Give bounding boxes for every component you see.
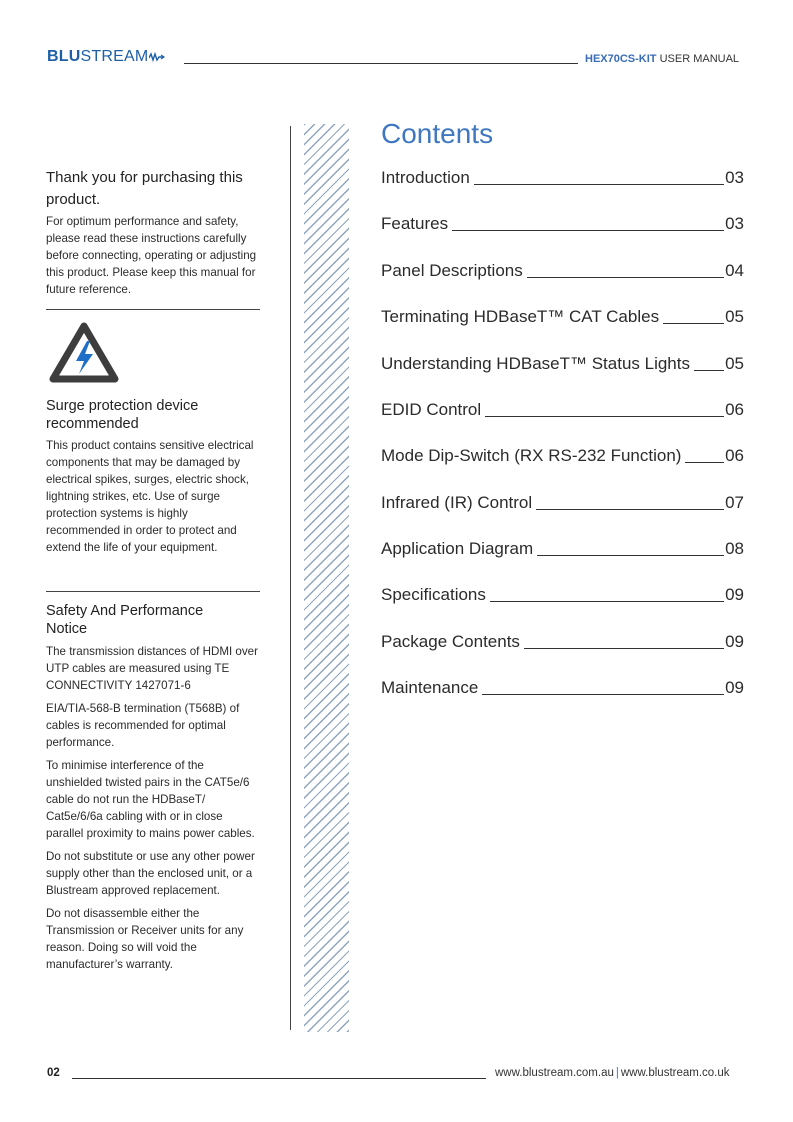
toc-entry-application-diagram[interactable]: [381, 537, 744, 559]
toc-label: Mode Dip-Switch (RX RS-232 Function): [381, 446, 682, 465]
toc-leader: [474, 184, 724, 185]
section-divider: [46, 591, 260, 592]
surge-heading: Surge protection device recommended: [46, 398, 199, 432]
toc-page: 05: [725, 354, 744, 373]
header-rule: [184, 63, 578, 64]
toc-entry-terminating-cables[interactable]: [381, 305, 744, 327]
toc-label: Features: [381, 214, 449, 233]
toc-page: 09: [725, 678, 744, 697]
toc-leader: [482, 694, 724, 695]
toc-label: EDID Control: [381, 400, 482, 419]
toc-label: Application Diagram: [381, 539, 534, 558]
toc-entry-package-contents[interactable]: [381, 630, 744, 652]
contents-title: Contents: [381, 118, 494, 149]
column-divider: [290, 126, 291, 1030]
toc-leader: [694, 370, 724, 371]
page-number: 02: [47, 1067, 60, 1079]
toc-leader: [485, 416, 724, 417]
toc-entry-specifications[interactable]: [381, 583, 744, 605]
toc-entry-status-lights[interactable]: [381, 352, 744, 374]
toc-page: 06: [725, 400, 744, 419]
toc-page: 07: [725, 493, 744, 512]
footer-separator: |: [615, 1067, 619, 1079]
toc-page: 03: [725, 168, 744, 187]
model-name: HEX70CS-KIT: [585, 53, 657, 65]
toc-leader: [536, 509, 724, 510]
footer-links: [495, 1067, 730, 1079]
toc-page: 09: [725, 632, 744, 651]
footer-link-au[interactable]: www.blustream.com.au: [495, 1067, 614, 1079]
toc-label: Maintenance: [381, 678, 479, 697]
surge-section: [46, 397, 262, 562]
document-title: [585, 53, 739, 65]
toc-entry-features[interactable]: [381, 212, 744, 234]
toc-label: Infrared (IR) Control: [381, 493, 533, 512]
toc-entry-edid-control[interactable]: [381, 398, 744, 420]
safety-heading: Safety And Performance Notice: [46, 603, 204, 637]
footer-rule: [72, 1078, 486, 1079]
surge-body: This product contains sensitive electrical components that may be damaged by electrical spikes, surges, electric shock, lightning strikes, etc. Use of surge protection systems is highly recommended in order to protect and extend the life of your equipment.: [46, 439, 254, 554]
toc-leader: [663, 323, 724, 324]
toc-leader: [452, 230, 724, 231]
safety-paragraph: Do not disassemble either the Transmission or Receiver units for any reason. Doing so will void the manufacturer’s warranty.: [46, 907, 244, 971]
toc-label: Introduction: [381, 168, 470, 187]
toc-page: 04: [725, 261, 744, 280]
safety-paragraph: Do not substitute or use any other power supply other than the enclosed unit, or a Blustream approved replacement.: [46, 850, 255, 897]
toc-leader: [524, 648, 724, 649]
safety-section: [46, 602, 262, 979]
toc-label: Understanding HDBaseT™ Status Lights: [381, 354, 690, 373]
toc-entry-infrared-control[interactable]: [381, 491, 744, 513]
toc-label: Specifications: [381, 585, 486, 604]
toc-entry-panel-descriptions[interactable]: [381, 259, 744, 281]
logo-rest-text: STREAM: [80, 48, 149, 65]
toc-entry-maintenance[interactable]: [381, 676, 744, 698]
toc-page: 05: [725, 307, 744, 326]
toc-entry-introduction[interactable]: [381, 166, 744, 188]
intro-heading: Thank you for purchasing this product.: [46, 169, 243, 208]
toc-entry-mode-dip-switch[interactable]: [381, 444, 744, 466]
manual-label: USER MANUAL: [659, 53, 740, 65]
decorative-hatch-band: [304, 124, 349, 1032]
toc-page: 09: [725, 585, 744, 604]
section-divider: [46, 309, 260, 310]
intro-section: [46, 167, 262, 304]
intro-body: For optimum performance and safety, please read these instructions carefully before connecting, operating or adjusting this product. Please keep this manual for future reference.: [46, 215, 257, 296]
logo-bold-text: BLU: [47, 48, 81, 65]
toc-label: Package Contents: [381, 632, 520, 651]
toc-label: Panel Descriptions: [381, 261, 523, 280]
logo-wave-arrow-icon: [149, 52, 165, 62]
toc-leader: [490, 601, 724, 602]
safety-paragraph: EIA/TIA-568-B termination (T568B) of cables is recommended for optimal performance.: [46, 702, 240, 749]
toc-page: 08: [725, 539, 744, 558]
safety-paragraph: The transmission distances of HDMI over UTP cables are measured using TE CONNECTIVITY 1427071-6: [46, 645, 258, 692]
safety-paragraph: To minimise interference of the unshielded twisted pairs in the CAT5e/6 cable do not run the HDBaseT/ Cat5e/6/6a cabling with or in close parallel proximity to mains power cables.: [46, 759, 255, 840]
toc-leader: [537, 555, 724, 556]
toc-page: 06: [725, 446, 744, 465]
electrical-hazard-warning-icon: [48, 321, 120, 390]
toc-leader: [685, 462, 724, 463]
toc-label: Terminating HDBaseT™ CAT Cables: [381, 307, 660, 326]
brand-logo: [47, 48, 165, 66]
footer-link-uk[interactable]: www.blustream.co.uk: [620, 1067, 730, 1079]
toc-leader: [527, 277, 724, 278]
toc-page: 03: [725, 214, 744, 233]
